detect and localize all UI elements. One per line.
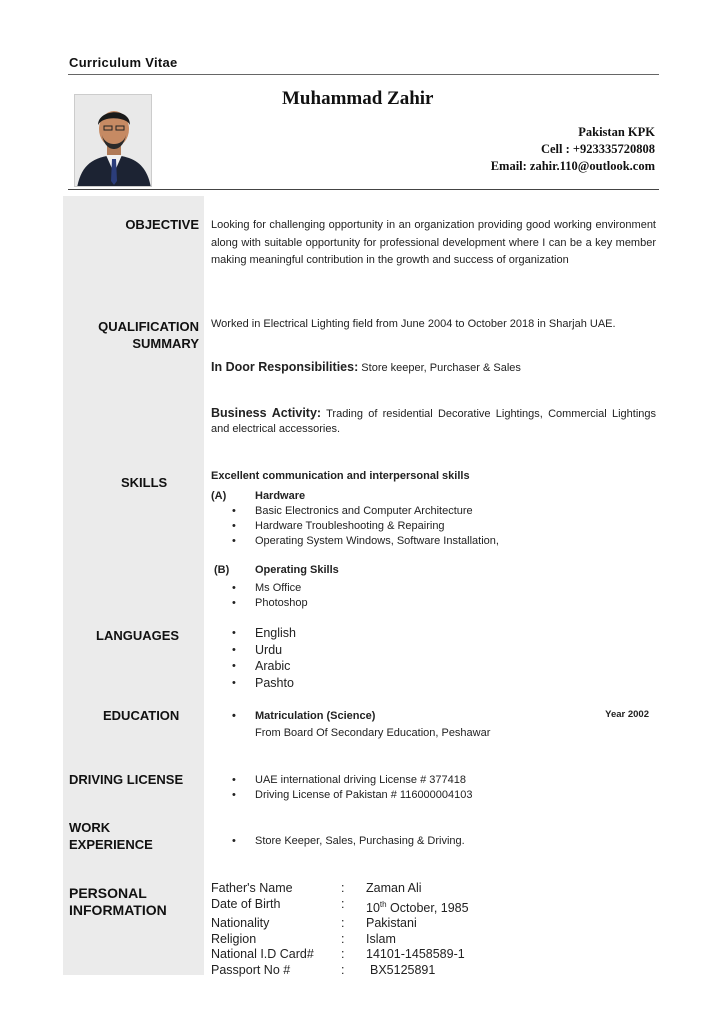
profile-photo — [74, 94, 152, 187]
national-id-key: National I.D Card# — [211, 947, 314, 962]
contact-block — [491, 124, 655, 175]
separator: : — [341, 947, 345, 962]
qualification-label — [63, 318, 199, 352]
education-year: Year 2002 — [605, 709, 649, 720]
cell-text: Cell : +923335720808 — [540, 142, 655, 156]
section-label-sidebar — [63, 196, 204, 975]
skills-group-b-title: Operating Skills — [255, 564, 339, 576]
skills-group-a-heading — [211, 489, 656, 504]
objective-text: Looking for challenging opportunity in an organization providing good working environment along with suitable opportunity for professional development where I can be a key member making meaningful contribution in the growth and success of organization — [211, 219, 656, 266]
religion-value: Islam — [366, 931, 396, 946]
personal-row-father — [211, 881, 656, 897]
separator: : — [341, 881, 345, 895]
passport-value: BX5125891 — [370, 962, 436, 977]
separator: : — [341, 916, 345, 931]
personal-row-dob — [211, 897, 656, 917]
personal-row-passport — [211, 963, 656, 979]
passport-key: Passport No # — [211, 962, 291, 977]
work-experience-list — [211, 834, 656, 849]
indoor-text: Store keeper, Purchaser & Sales — [358, 362, 521, 374]
dob-day: 10 — [366, 900, 380, 915]
skills-group-a-title: Hardware — [255, 490, 306, 502]
dob-value — [366, 897, 469, 917]
operating-skill-list — [211, 581, 656, 611]
list-item: • Hardware Troubleshooting & Repairing — [211, 519, 656, 534]
qualification-text: Worked in Electrical Lighting field from June 2004 to October 2018 in Sharjah UAE. — [211, 318, 616, 330]
qualification-label-line1: QUALIFICATION — [98, 319, 199, 334]
candidate-name: Muhammad Zahir — [282, 88, 434, 109]
skills-headline: Excellent communication and interpersonal skills — [211, 470, 470, 482]
father-name-value: Zaman Ali — [366, 881, 422, 895]
profile-divider — [68, 189, 659, 190]
business-activity — [211, 406, 656, 437]
personal-information-table — [211, 881, 656, 978]
work-label-line1: WORK — [69, 820, 111, 835]
religion-key: Religion — [211, 931, 257, 946]
separator: : — [341, 931, 345, 946]
skills-group-a-tag: (A) — [211, 490, 227, 502]
education-board: From Board Of Secondary Education, Peshawar — [255, 727, 491, 739]
work-experience-label — [69, 819, 153, 853]
nationality-key: Nationality — [211, 916, 270, 931]
list-item: • Operating System Windows, Software Installation, — [211, 534, 656, 549]
list-item: • Arabic — [211, 658, 656, 675]
personal-row-nic — [211, 947, 656, 963]
skills-group-b-heading — [211, 563, 656, 578]
language-list — [211, 625, 656, 691]
list-item: • Basic Electronics and Computer Architecture — [211, 504, 656, 519]
nationality-value: Pakistani — [366, 916, 417, 931]
dob-month-year: October, 1985 — [386, 900, 469, 915]
national-id-value: 14101-1458589-1 — [366, 947, 465, 962]
document-header-title: Curriculum Vitae — [69, 55, 178, 70]
education-label: EDUCATION — [103, 708, 180, 723]
languages-label: LANGUAGES — [96, 628, 180, 643]
education-block — [211, 709, 656, 741]
objective-label: OBJECTIVE — [125, 217, 199, 232]
personal-information-label — [69, 885, 167, 919]
list-item: • English — [211, 625, 656, 642]
email-text: Email: zahir.110@outlook.com — [490, 159, 655, 173]
list-item: • Urdu — [211, 642, 656, 659]
dob-key: Date of Birth — [211, 896, 281, 911]
hardware-skill-list — [211, 504, 656, 549]
indoor-responsibilities — [211, 360, 656, 374]
skills-block — [211, 469, 656, 611]
personal-row-nationality — [211, 916, 656, 932]
separator: : — [341, 896, 345, 911]
personal-label-line1: PERSONAL — [69, 885, 147, 901]
location-text: Pakistan KPK — [578, 125, 655, 139]
list-item: • UAE international driving License # 377418 — [211, 773, 656, 788]
driving-license-label: DRIVING LICENSE — [69, 772, 184, 787]
skills-label: SKILLS — [121, 475, 168, 490]
education-title: • Matriculation (Science) — [211, 709, 656, 724]
skills-group-b-tag: (B) — [214, 564, 230, 576]
business-label: Business Activity: — [211, 406, 322, 420]
father-name-key: Father's Name — [211, 881, 293, 895]
qualification-label-line2: SUMMARY — [132, 336, 199, 351]
list-item: • Pashto — [211, 675, 656, 692]
business-text: Trading of residential Decorative Lightings, Commercial Lightings and electrical accessories. — [211, 408, 656, 435]
education-list — [211, 709, 656, 724]
header-divider — [68, 74, 659, 75]
list-item: • Store Keeper, Sales, Purchasing & Driving. — [211, 834, 656, 849]
personal-label-line2: INFORMATION — [69, 902, 167, 918]
indoor-label: In Door Responsibilities: — [211, 360, 359, 374]
driving-license-list — [211, 773, 656, 803]
work-label-line2: EXPERIENCE — [69, 837, 153, 852]
list-item: • Ms Office — [211, 581, 656, 596]
dob-suffix: th — [379, 899, 387, 909]
list-item: • Photoshop — [211, 596, 656, 611]
personal-row-religion — [211, 932, 656, 948]
separator: : — [341, 962, 345, 977]
list-item: • Driving License of Pakistan # 116000004103 — [211, 788, 656, 803]
